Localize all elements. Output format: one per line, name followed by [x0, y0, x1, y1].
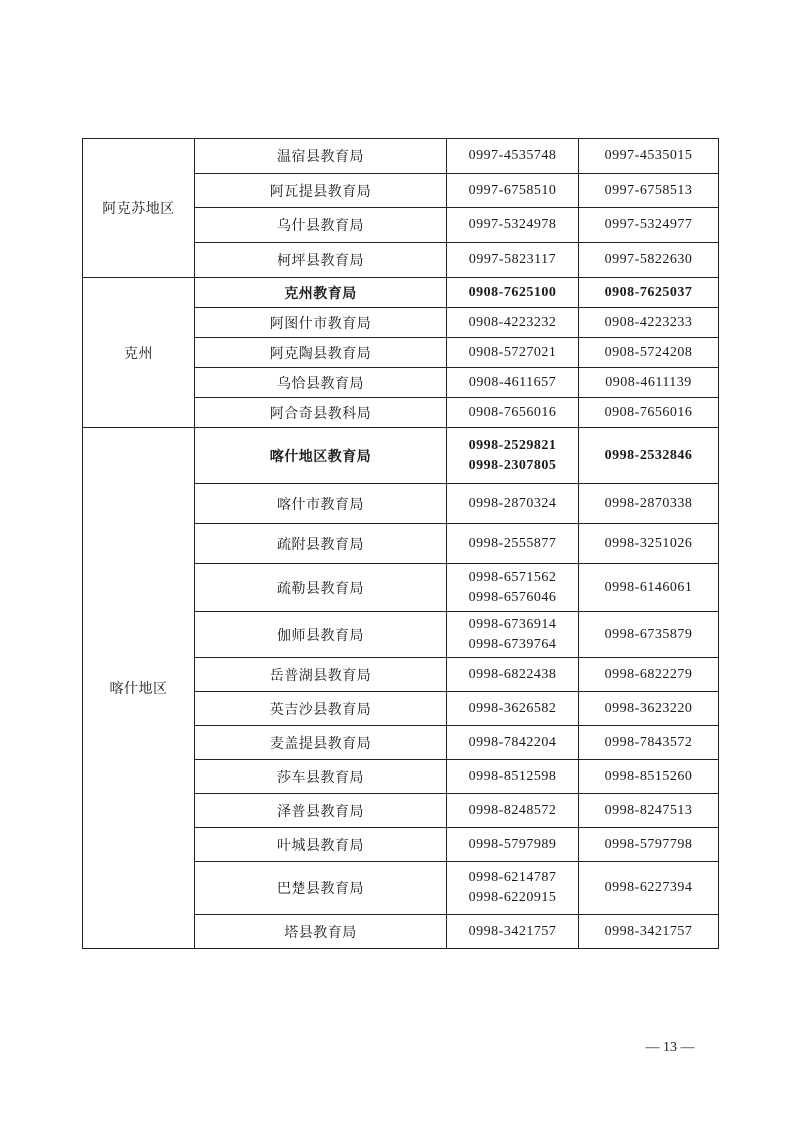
phone-number: 0998-6736914	[468, 616, 557, 632]
table-row	[83, 139, 719, 174]
phone-cell	[447, 658, 579, 692]
phone-number: 0998-6822438	[468, 666, 557, 682]
phone-number: 0998-2529821	[468, 437, 557, 453]
phone-number: 0908-7656016	[468, 404, 557, 420]
phone-cell	[447, 139, 579, 174]
region-cell: 阿克苏地区	[83, 139, 195, 278]
fax-cell: 0998-6146061	[579, 564, 719, 612]
phone-number: 0998-2307805	[468, 457, 557, 473]
fax-cell: 0998-8247513	[579, 794, 719, 828]
fax-cell: 0998-5797798	[579, 828, 719, 862]
fax-cell: 0908-4223233	[579, 308, 719, 338]
bureau-name-cell: 英吉沙县教育局	[195, 692, 447, 726]
fax-cell: 0998-6822279	[579, 658, 719, 692]
phone-number: 0998-2870324	[468, 495, 557, 511]
phone-cell	[447, 368, 579, 398]
table-row	[83, 428, 719, 484]
bureau-name-cell: 泽普县教育局	[195, 794, 447, 828]
phone-cell	[447, 794, 579, 828]
fax-cell: 0998-8515260	[579, 760, 719, 794]
phone-number: 0998-3421757	[468, 923, 557, 939]
phone-number: 0998-8512598	[468, 768, 557, 784]
fax-cell: 0998-6227394	[579, 862, 719, 915]
bureau-name-cell: 疏勒县教育局	[195, 564, 447, 612]
region-cell: 喀什地区	[83, 428, 195, 949]
phone-number: 0908-4223232	[468, 314, 557, 330]
bureau-name-cell: 喀什市教育局	[195, 484, 447, 524]
phone-number: 0998-5797989	[468, 836, 557, 852]
phone-cell	[447, 524, 579, 564]
phone-cell	[447, 174, 579, 208]
region-cell: 克州	[83, 278, 195, 428]
fax-cell: 0908-7625037	[579, 278, 719, 308]
bureau-name-cell: 阿瓦提县教育局	[195, 174, 447, 208]
bureau-name-cell: 疏附县教育局	[195, 524, 447, 564]
fax-cell: 0908-4611139	[579, 368, 719, 398]
phone-cell	[447, 760, 579, 794]
bureau-name-cell: 阿图什市教育局	[195, 308, 447, 338]
phone-number: 0908-4611657	[468, 374, 557, 390]
phone-number: 0908-5727021	[468, 344, 557, 360]
bureau-name-cell: 喀什地区教育局	[195, 428, 447, 484]
bureau-name-cell: 麦盖提县教育局	[195, 726, 447, 760]
bureau-name-cell: 乌恰县教育局	[195, 368, 447, 398]
phone-number: 0998-7842204	[468, 734, 557, 750]
phone-number: 0998-2555877	[468, 535, 557, 551]
table-row	[83, 278, 719, 308]
contact-table-body	[83, 139, 719, 949]
phone-cell	[447, 278, 579, 308]
bureau-name-cell: 叶城县教育局	[195, 828, 447, 862]
fax-cell: 0997-4535015	[579, 139, 719, 174]
bureau-name-cell: 克州教育局	[195, 278, 447, 308]
bureau-name-cell: 岳普湖县教育局	[195, 658, 447, 692]
phone-number: 0997-5823117	[468, 252, 557, 267]
phone-cell	[447, 828, 579, 862]
bureau-name-cell: 乌什县教育局	[195, 208, 447, 243]
phone-cell	[447, 612, 579, 658]
fax-cell: 0997-5822630	[579, 243, 719, 278]
phone-cell	[447, 484, 579, 524]
phone-cell	[447, 398, 579, 428]
bureau-name-cell: 塔县教育局	[195, 915, 447, 949]
bureau-name-cell: 温宿县教育局	[195, 139, 447, 174]
fax-cell: 0998-2870338	[579, 484, 719, 524]
phone-number: 0908-7625100	[468, 284, 557, 300]
phone-cell	[447, 338, 579, 368]
phone-cell	[447, 862, 579, 915]
phone-number: 0998-6571562	[468, 569, 557, 585]
phone-cell	[447, 915, 579, 949]
phone-number: 0998-6576046	[468, 589, 557, 605]
bureau-name-cell: 阿合奇县教科局	[195, 398, 447, 428]
phone-cell	[447, 308, 579, 338]
contact-table	[82, 138, 719, 949]
bureau-name-cell: 莎车县教育局	[195, 760, 447, 794]
phone-number: 0998-3626582	[468, 700, 557, 716]
fax-cell: 0998-2532846	[579, 428, 719, 484]
phone-number: 0997-5324978	[468, 217, 557, 232]
phone-cell	[447, 726, 579, 760]
fax-cell: 0908-5724208	[579, 338, 719, 368]
phone-number: 0998-8248572	[468, 802, 557, 818]
phone-cell	[447, 428, 579, 484]
fax-cell: 0908-7656016	[579, 398, 719, 428]
fax-cell: 0998-7843572	[579, 726, 719, 760]
fax-cell: 0997-5324977	[579, 208, 719, 243]
fax-cell: 0998-3251026	[579, 524, 719, 564]
bureau-name-cell: 伽师县教育局	[195, 612, 447, 658]
phone-cell	[447, 208, 579, 243]
bureau-name-cell: 阿克陶县教育局	[195, 338, 447, 368]
fax-cell: 0998-3623220	[579, 692, 719, 726]
fax-cell: 0998-3421757	[579, 915, 719, 949]
fax-cell: 0997-6758513	[579, 174, 719, 208]
phone-number: 0998-6739764	[468, 636, 557, 652]
phone-cell	[447, 564, 579, 612]
phone-cell	[447, 243, 579, 278]
phone-cell	[447, 692, 579, 726]
page-number: — 13 —	[645, 1040, 695, 1055]
bureau-name-cell: 巴楚县教育局	[195, 862, 447, 915]
phone-number: 0997-6758510	[468, 182, 557, 198]
phone-number: 0998-6214787	[468, 870, 557, 885]
phone-number: 0998-6220915	[468, 890, 557, 905]
phone-number: 0997-4535748	[468, 148, 557, 163]
fax-cell: 0998-6735879	[579, 612, 719, 658]
bureau-name-cell: 柯坪县教育局	[195, 243, 447, 278]
